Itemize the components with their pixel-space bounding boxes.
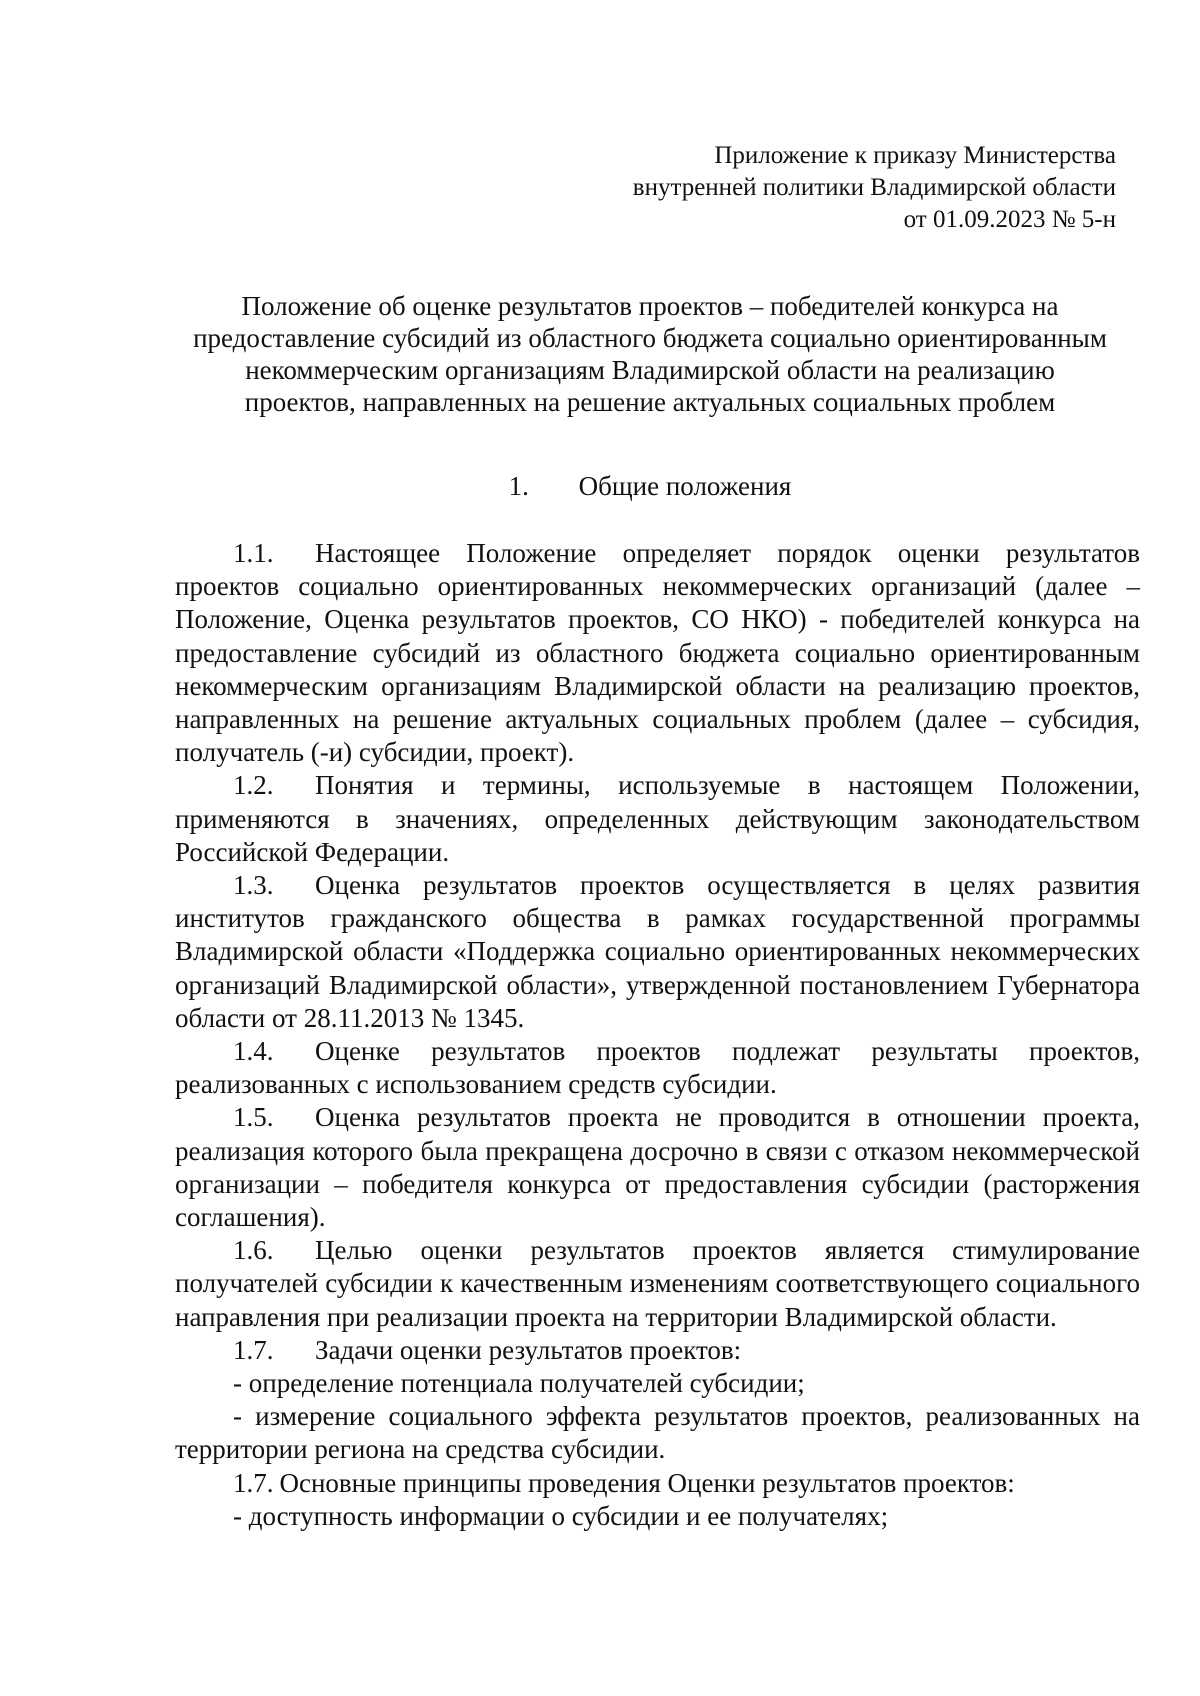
task-item-2: - измерение социального эффекта результатов проектов, реализованных на территории региона на средства субсидии. (175, 1401, 1140, 1465)
paragraph-text: Оценка результатов проекта не проводится в отношении проекта, реализация которого была прекращена досрочно в связи с отказом некоммерческой организации – победителя конкурса от предоставления субсидии (расторжения соглашения). (175, 1102, 1140, 1233)
paragraph-principles (175, 1467, 1140, 1500)
paragraph-text: Оценка результатов проектов осуществляется в целях развития институтов гражданского общества в рамках государственной программы Владимирской области «Поддержка социально ориентированных некоммерческих организаций Владимирской области», утвержденной постановлением Губернатора области от 28.11.2013 № 1345. (175, 870, 1140, 1033)
paragraph-text: Целью оценки результатов проектов является стимулирование получателей субсидии к качественным изменениям соответствующего социального направления при реализации проекта на территории Владимирской области. (175, 1235, 1140, 1332)
paragraph-number: 1.4. (233, 1036, 274, 1067)
appendix-line-3: от 01.09.2023 № 5-н (903, 206, 1116, 233)
paragraph-number: 1.1. (233, 538, 274, 568)
paragraph-text: Понятия и термины, используемые в настоящем Положении, применяются в значениях, определенных действующим законодательством Российской Федерации. (175, 770, 1140, 867)
document-title (160, 290, 1140, 418)
document-body (175, 537, 1140, 1533)
title-line-2: предоставление субсидий из областного бюджета социально ориентированным (193, 323, 1107, 353)
task-item-1: - определение потенциала получателей субсидии; (233, 1368, 805, 1399)
paragraph-text: Настоящее Положение определяет порядок оценки результатов проектов социально ориентированных некоммерческих организаций (далее – Положение, Оценка результатов проектов, СО НКО) - победителей конкурса на предоставление субсидий из областного бюджета социально ориентированным некоммерческим организациям Владимирской области на реализацию проектов, направленных на решение актуальных социальных проблем (далее – субсидия, получатель (-и) субсидии, проект). (175, 538, 1140, 768)
paragraph-text: Задачи оценки результатов проектов: (315, 1334, 742, 1365)
title-line-1: Положение об оценке результатов проектов – победителей конкурса на (241, 291, 1059, 321)
paragraph-1-7 (175, 1334, 1140, 1367)
paragraph-1-4 (175, 1035, 1140, 1101)
paragraph-number: 1.3. (233, 870, 274, 901)
appendix-header (556, 140, 1116, 236)
appendix-line-2: внутренней политики Владимирской области (632, 174, 1116, 201)
paragraph-1-2 (175, 769, 1140, 869)
paragraph-number: 1.7. (233, 1334, 274, 1365)
section-title: Общие положения (578, 471, 792, 501)
paragraph-text: Оценке результатов проектов подлежат результаты проектов, реализованных с использованием средств субсидии. (175, 1036, 1140, 1100)
principle-item-1: - доступность информации о субсидии и ее получателях; (233, 1500, 889, 1531)
paragraph-text: Основные принципы проведения Оценки результатов проектов: (279, 1467, 1015, 1498)
paragraph-1-3 (175, 869, 1140, 1035)
paragraph-number: 1.6. (233, 1235, 274, 1266)
title-line-3: некоммерческим организациям Владимирской области на реализацию (245, 355, 1055, 385)
paragraph-number: 1.5. (233, 1102, 274, 1133)
title-line-4: проектов, направленных на решение актуальных социальных проблем (244, 387, 1056, 417)
section-heading (160, 470, 1140, 502)
paragraph-number: 1.2. (233, 770, 274, 801)
paragraph-1-1 (175, 537, 1140, 769)
appendix-line-1: Приложение к приказу Министерства (714, 142, 1116, 169)
paragraph-1-6 (175, 1234, 1140, 1334)
section-number: 1. (508, 471, 529, 501)
paragraph-number: 1.7. (233, 1467, 274, 1498)
paragraph-1-5 (175, 1101, 1140, 1234)
